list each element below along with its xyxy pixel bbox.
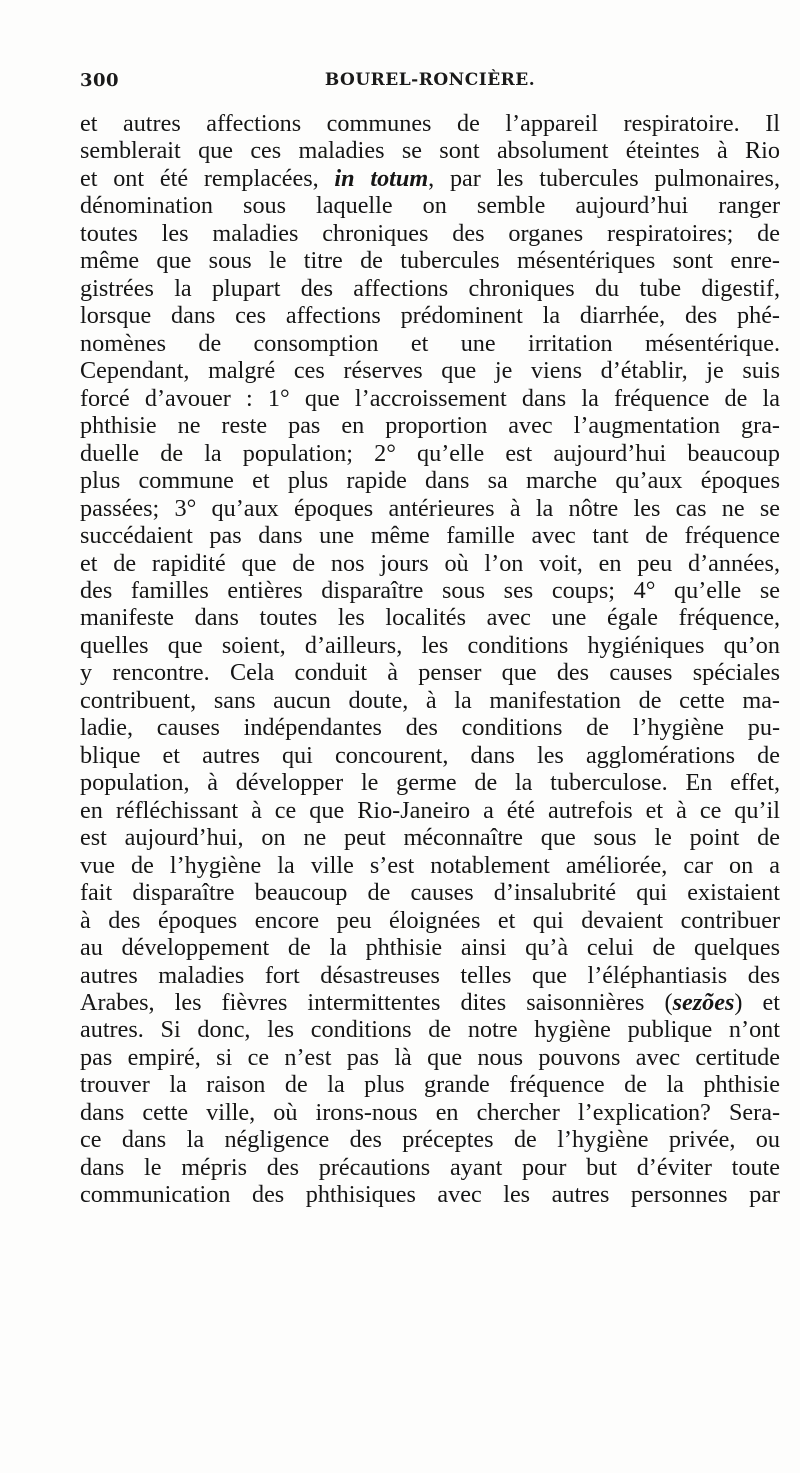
text-line: duelle de la population; 2° qu’elle est aujourd’hui beaucoup: [80, 439, 780, 467]
body-text: [80, 110, 780, 1209]
text-line: autres maladies fort désastreuses telles que l’éléphantiasis des: [80, 961, 780, 989]
italic-word: sezões: [672, 989, 735, 1016]
text-line: communication des phthisiques avec les autres personnes par: [80, 1181, 780, 1209]
text-line: dans le mépris des précautions ayant pour but d’éviter toute: [80, 1153, 780, 1181]
page-header: [80, 70, 780, 100]
text-line: dénomination sous laquelle on semble aujourd’hui ranger: [80, 192, 780, 220]
text-segment: ) et: [734, 989, 780, 1016]
text-line: blique et autres qui concourent, dans les agglomérations de: [80, 741, 780, 769]
text-segment: Arabes, les fièvres intermittentes dites saisonnières (: [80, 989, 673, 1016]
text-line: autres. Si donc, les conditions de notre hygiène publique n’ont: [80, 1016, 780, 1044]
text-segment: et ont été remplacées,: [80, 164, 335, 192]
text-line: toutes les maladies chroniques des organes respiratoires; de: [80, 219, 780, 247]
text-line: forcé d’avouer : 1° que l’accroissement dans la fréquence de la: [80, 384, 780, 412]
text-line: même que sous le titre de tubercules mésentériques sont enre-: [80, 247, 780, 275]
text-line: contribuent, sans aucun doute, à la manifestation de cette ma-: [80, 686, 780, 714]
text-line: ce dans la négligence des préceptes de l’hygiène privée, ou: [80, 1126, 780, 1154]
text-line: à des époques encore peu éloignées et qui devaient contribuer: [80, 906, 780, 934]
italic-phrase: in totum: [334, 164, 429, 192]
page-number: 300: [80, 70, 120, 91]
text-line: nomènes de consomption et une irritation mésentérique.: [80, 329, 780, 357]
text-line-with-italic: [80, 989, 780, 1016]
text-line: au développement de la phthisie ainsi qu’à celui de quelques: [80, 934, 780, 962]
text-line: fait disparaître beaucoup de causes d’insalubrité qui existaient: [80, 879, 780, 907]
text-line: manifeste dans toutes les localités avec une égale fréquence,: [80, 604, 780, 632]
text-line: des familles entières disparaître sous ses coups; 4° qu’elle se: [80, 576, 780, 604]
text-line: Cependant, malgré ces réserves que je viens d’établir, je suis: [80, 357, 780, 385]
text-line: passées; 3° qu’aux époques antérieures à la nôtre les cas ne se: [80, 494, 780, 522]
text-line: en réfléchissant à ce que Rio-Janeiro a été autrefois et à ce qu’il: [80, 796, 780, 824]
text-line: plus commune et plus rapide dans sa marche qu’aux époques: [80, 467, 780, 495]
text-line: lorsque dans ces affections prédominent la diarrhée, des phé-: [80, 302, 780, 330]
text-line: population, à développer le germe de la tuberculose. En effet,: [80, 769, 780, 797]
text-line: quelles que soient, d’ailleurs, les conditions hygiéniques qu’on: [80, 631, 780, 659]
text-line: y rencontre. Cela conduit à penser que des causes spéciales: [80, 659, 780, 687]
text-line: vue de l’hygiène la ville s’est notablement améliorée, car on a: [80, 851, 780, 879]
text-segment: , par les tubercules pulmonaires,: [428, 164, 780, 192]
text-line: et autres affections communes de l’appareil respiratoire. Il: [80, 110, 780, 137]
text-line: succédaient pas dans une même famille avec tant de fréquence: [80, 522, 780, 550]
text-line: ladie, causes indépendantes des conditions de l’hygiène pu-: [80, 714, 780, 742]
running-title: BOUREL-RONCIÈRE.: [324, 70, 536, 90]
text-line: pas empiré, si ce n’est pas là que nous pouvons avec certitude: [80, 1043, 780, 1071]
text-line: gistrées la plupart des affections chroniques du tube digestif,: [80, 274, 780, 302]
text-line-with-italic: [80, 165, 780, 192]
text-line: est aujourd’hui, on ne peut méconnaître que sous le point de: [80, 824, 780, 852]
text-line: et de rapidité que de nos jours où l’on voit, en peu d’années,: [80, 549, 780, 577]
text-line: trouver la raison de la plus grande fréquence de la phthisie: [80, 1071, 780, 1099]
text-line: phthisie ne reste pas en proportion avec l’augmentation gra-: [80, 412, 780, 440]
text-line: dans cette ville, où irons-nous en chercher l’explication? Sera-: [80, 1098, 780, 1126]
text-line: semblerait que ces maladies se sont absolument éteintes à Rio: [80, 137, 780, 165]
